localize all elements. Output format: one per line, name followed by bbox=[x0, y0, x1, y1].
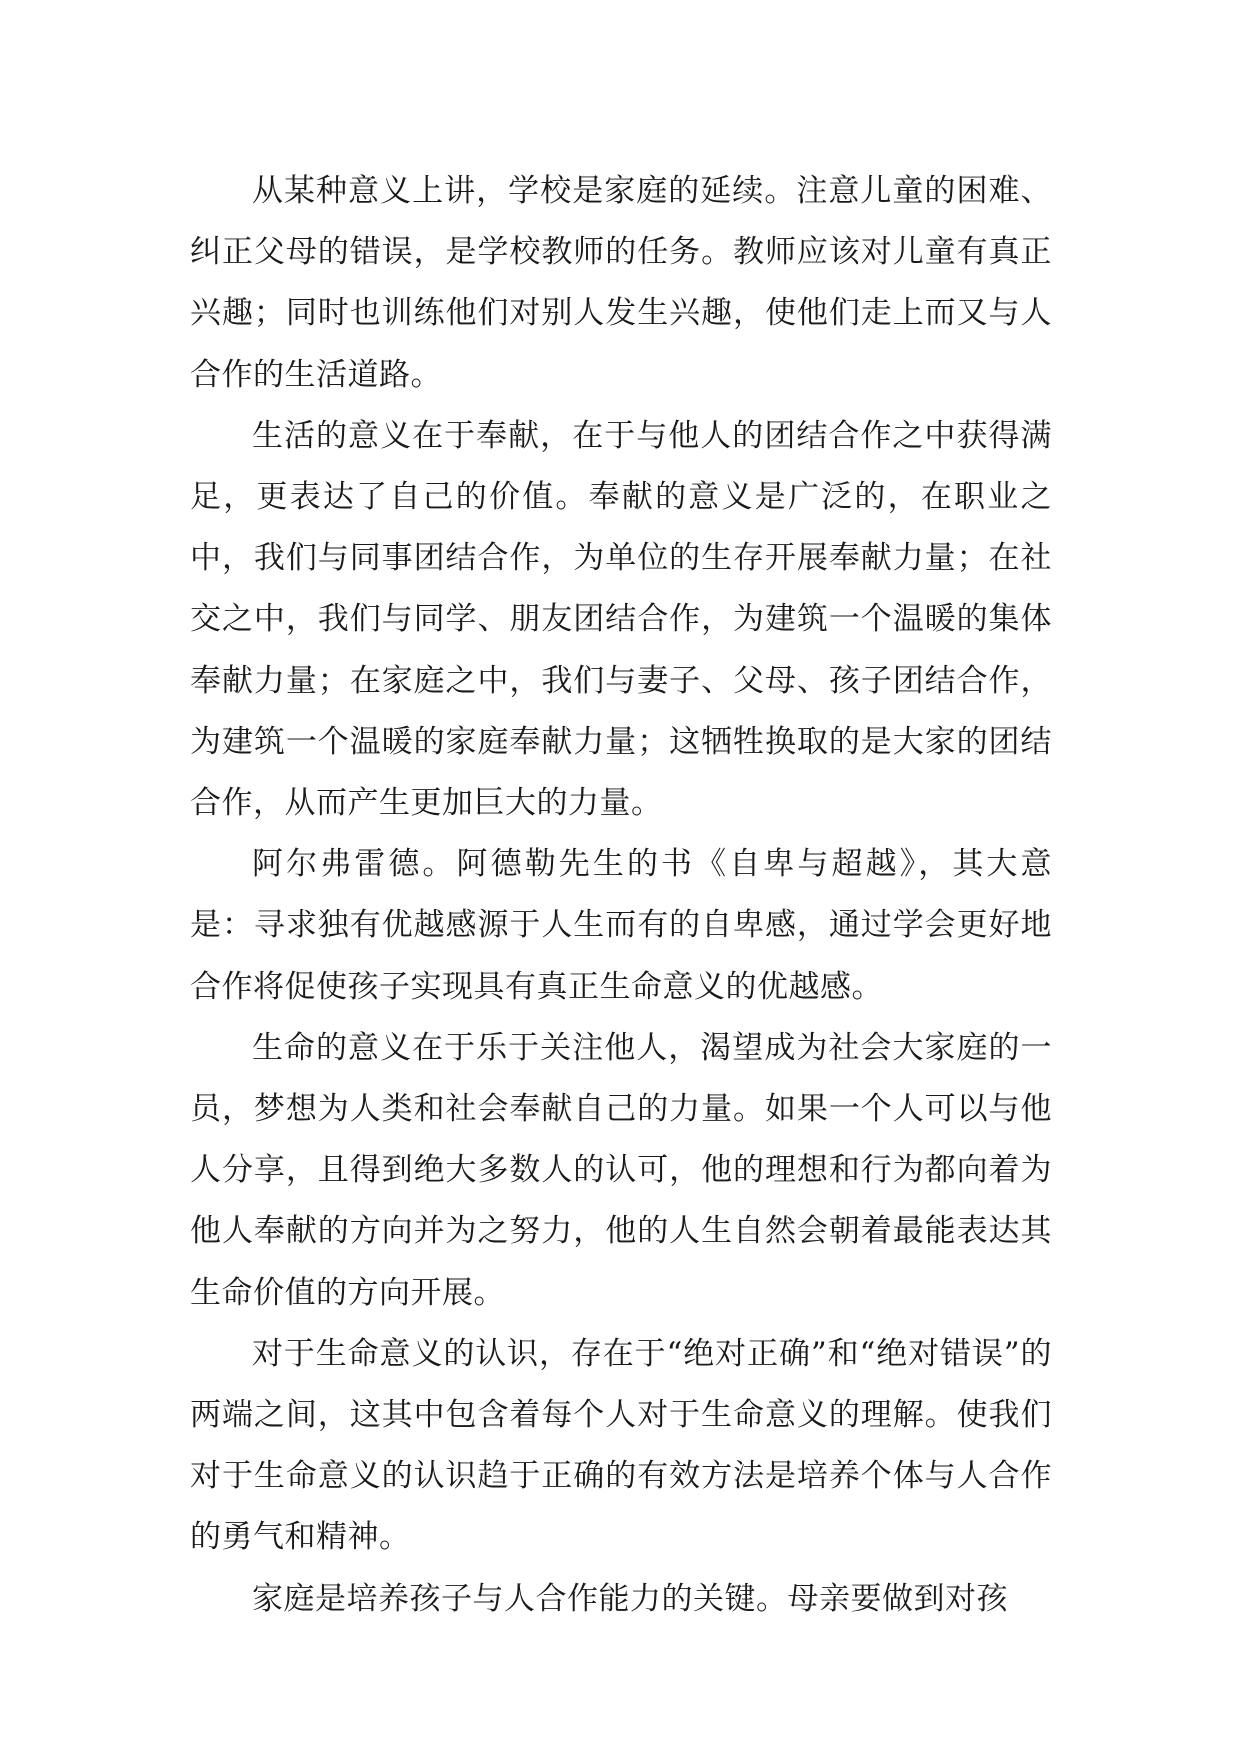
paragraph-understanding-meaning: 对于生命意义的认识，存在于“绝对正确”和“绝对错误”的两端之间，这其中包含着每个人对于生命意义的理解。使我们对于生命意义的认识趋于正确的有效方法是培养个体与人合作的勇气和精神。 bbox=[190, 1335, 1052, 1556]
paragraph-school-family: 从某种意义上讲，学校是家庭的延续。注意儿童的困难、纠正父母的错误，是学校教师的任务。教师应该对儿童有真正兴趣；同时也训练他们对别人发生兴趣，使他们走上而又与人合作的生活道路。 bbox=[190, 173, 1052, 393]
paragraph-caring-for-others: 生命的意义在于乐于关注他人，渴望成为社会大家庭的一员，梦想为人类和社会奉献自己的力量。如果一个人可以与他人分享，且得到绝大多数人的认可，他的理想和行为都向着为他人奉献的方向并为之努力，他的人生自然会朝着最能表达其生命价值的方向开展。 bbox=[190, 1029, 1052, 1311]
body-text bbox=[190, 161, 1052, 1630]
paragraph-adler-book: 阿尔弗雷德。阿德勒先生的书《自卑与超越》，其大意是：寻求独有优越感源于人生而有的自卑感，通过学会更好地合作将促使孩子实现具有真正生命意义的优越感。 bbox=[190, 846, 1052, 1005]
paragraph-meaning-of-life: 生活的意义在于奉献，在于与他人的团结合作之中获得满足，更表达了自己的价值。奉献的意义是广泛的，在职业之中，我们与同事团结合作，为单位的生存开展奉献力量；在社交之中，我们与同学、朋友团结合作，为建筑一个温暖的集体奉献力量；在家庭之中，我们与妻子、父母、孩子团结合作，为建筑一个温暖的家庭奉献力量；这牺牲换取的是大家的团结合作，从而产生更加巨大的力量。 bbox=[190, 417, 1052, 822]
paragraph-family-key: 家庭是培养孩子与人合作能力的关键。母亲要做到对孩 bbox=[252, 1580, 1008, 1617]
